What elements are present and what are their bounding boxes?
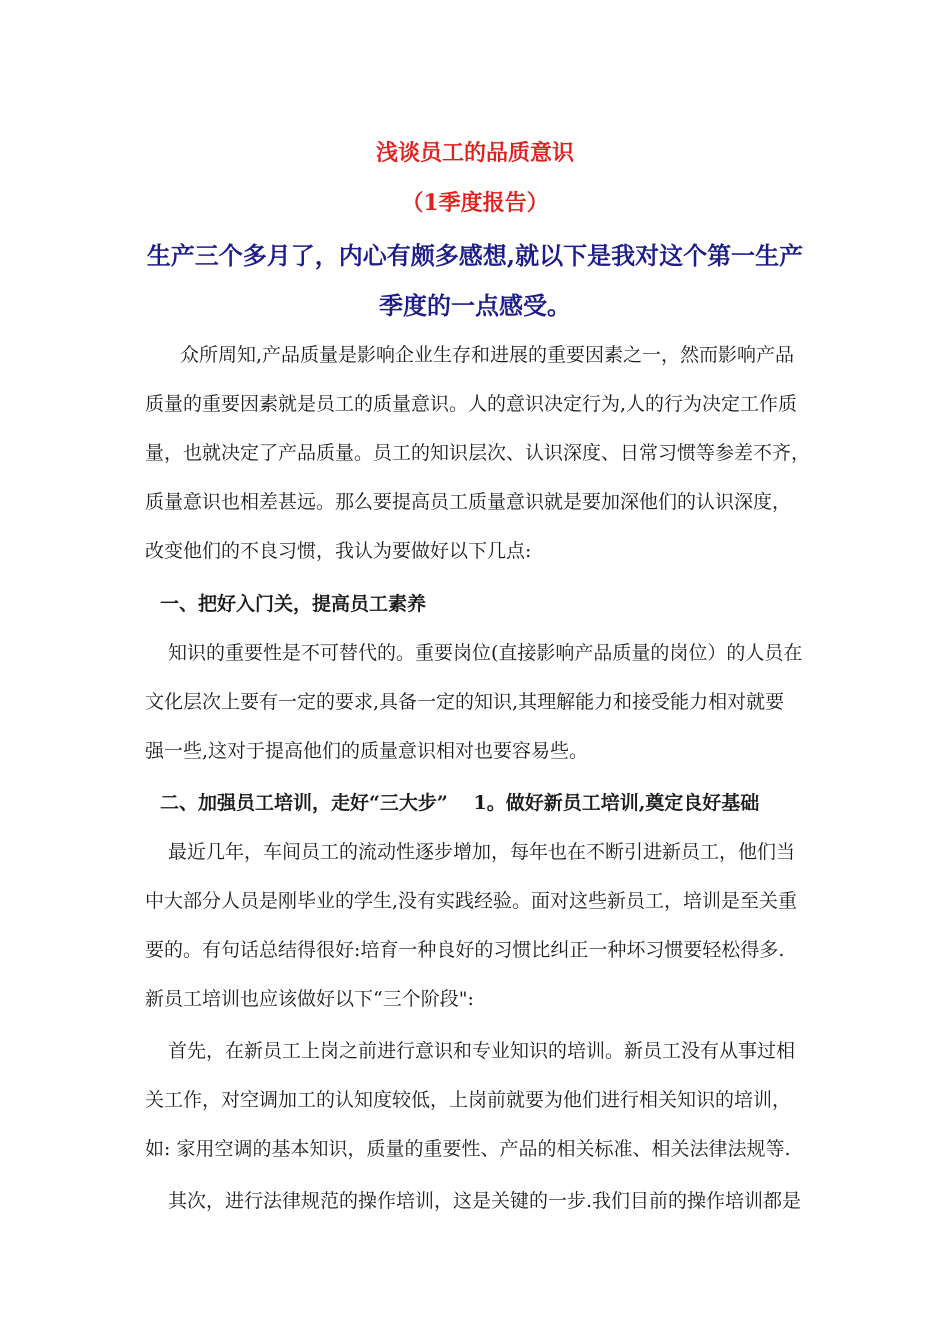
body-line: 强一些,这对于提高他们的质量意识相对也要容易些。	[145, 740, 589, 762]
body-line: 首先，在新员工上岗之前进行意识和专业知识的培训。新员工没有从事过相	[168, 1040, 796, 1062]
section-heading: 二、加强员工培训，走好“三大步” 1。做好新员工培训,奠定良好基础	[160, 792, 760, 814]
section-heading: 一、把好入门关，提高员工素养	[160, 593, 427, 615]
body-line: 新员工培训也应该做好以下“三个阶段":	[145, 988, 474, 1010]
body-line: 如: 家用空调的基本知识，质量的重要性、产品的相关标准、相关法律法规等.	[145, 1138, 791, 1160]
body-line: 关工作，对空调加工的认知度较低，上岗前就要为他们进行相关知识的培训，	[145, 1089, 792, 1111]
document-title: 浅谈员工的品质意识	[375, 140, 574, 166]
body-line: 质量意识也相差甚远。那么要提高员工质量意识就是要加深他们的认识深度，	[145, 491, 792, 513]
body-line: 改变他们的不良习惯，我认为要做好以下几点:	[145, 540, 532, 562]
body-line: 其次，进行法律规范的操作培训，这是关键的一步.我们目前的操作培训都是	[168, 1190, 802, 1212]
body-line: 知识的重要性是不可替代的。重要岗位(直接影响产品质量的岗位）的人员在	[168, 642, 803, 664]
intro-line: 季度的一点感受。	[379, 291, 571, 320]
body-line: 质量的重要因素就是员工的质量意识。人的意识决定行为,人的行为决定工作质	[145, 393, 798, 415]
body-line: 中大部分人员是刚毕业的学生,没有实践经验。面对这些新员工，培训是至关重	[145, 890, 798, 912]
body-line: 最近几年，车间员工的流动性逐步增加，每年也在不断引进新员工，他们当	[168, 841, 796, 863]
body-line: 量，也就决定了产品质量。员工的知识层次、认识深度、日常习惯等参差不齐，	[145, 442, 811, 464]
intro-line: 生产三个多月了，内心有颇多感想,就以下是我对这个第一生产	[146, 241, 804, 270]
body-line: 众所周知,产品质量是影响企业生存和进展的重要因素之一，然而影响产品	[180, 344, 795, 366]
body-line: 文化层次上要有一定的要求,具备一定的知识,其理解能力和接受能力相对就要	[145, 691, 785, 713]
body-line: 要的。有句话总结得很好:培育一种良好的习惯比纠正一种坏习惯要轻松得多.	[145, 939, 785, 961]
document-subtitle: （1季度报告）	[401, 190, 549, 216]
